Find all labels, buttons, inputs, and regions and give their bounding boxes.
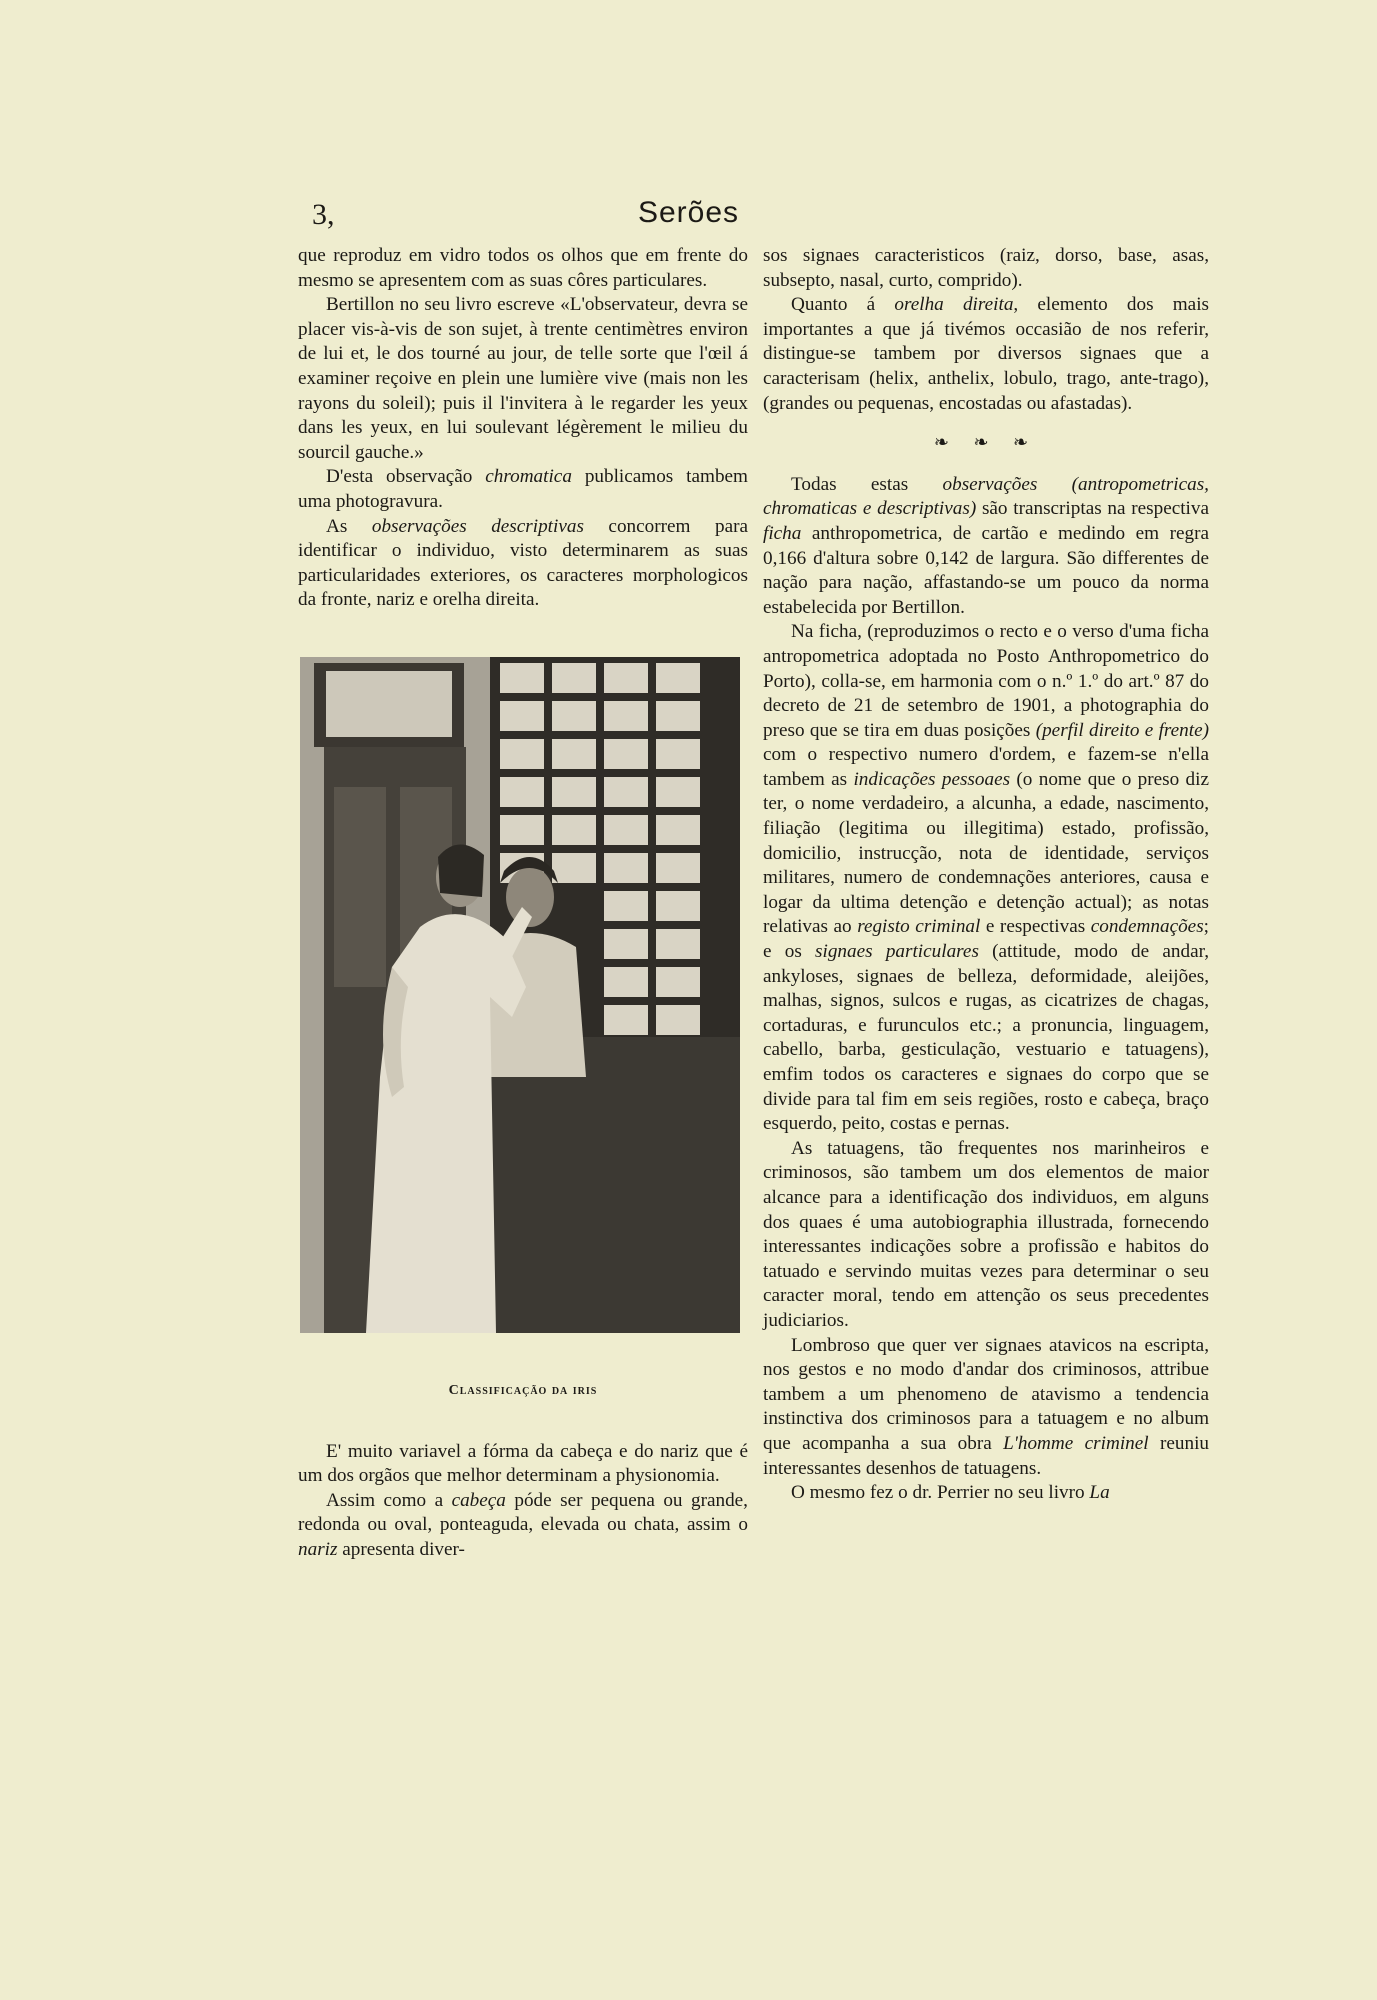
paragraph: As observações descriptivas concorrem para identificar o individuo, visto determinarem as suas particularidades exteriores, os caracteres morphologicos da fronte, nariz e orelha direita. (298, 515, 748, 611)
photograph (300, 657, 740, 1333)
page-number: 3, (312, 198, 335, 231)
paragraph: Lombroso que quer ver signaes atavicos na escripta, nos gestos e no modo d'andar dos criminosos, attribue tambem a um phenomeno de atavismo a tendencia instinctiva dos criminosos para a tatuagem e no album que acompanha a sua obra L'homme criminel reuniu interessantes desenhos de tatuagens. (763, 1334, 1209, 1479)
running-title: Serões (637, 196, 740, 229)
paragraph: sos signaes caracteristicos (raiz, dorso, base, asas, subsepto, nasal, curto, comprido). (763, 245, 1209, 291)
paragraph: Assim como a cabeça póde ser pequena ou grande, redonda ou oval, ponteaguda, elevada ou chata, assim o nariz apresenta diver- (298, 1489, 748, 1560)
paragraph: Quanto á orelha direita, elemento dos mais importantes a que já tivémos occasião de nos referir, distingue-se tambem por diversos signaes que a caracterisam (helix, anthelix, lobulo, trago, ante-trago), (grandes ou pequenas, encostadas ou afastadas). (763, 294, 1209, 414)
figure-caption: Classificação da iris (448, 1382, 598, 1398)
paragraph: E' muito variavel a fórma da cabeça e do nariz que é um dos orgãos que melhor determinam a physionomia. (298, 1440, 748, 1487)
paragraph: As tatuagens, tão frequentes nos marinheiros e criminosos, são tambem um dos elementos de maior alcance para a identificação dos individuos, em alguns dos quaes é uma autobiographia illustrada, fornecendo interessantes indicações sobre a profissão e habitos do tatuado e servindo muitas vezes para determinar o seu caracter moral, tendo em attenção os seus precedentes judiciarios. (763, 1137, 1209, 1331)
paragraph: Bertillon no seu livro escreve «L'observateur, devra se placer vis-à-vis de son sujet, à trente centimètres environ de lui et, le dos tourné au jour, de telle sorte que l'œil á examiner reçoive en plein une lumière vive (mais non les rayons du soleil); puis il l'invitera à le regarder les yeux dans les yeux, en lui soulevant légèrement le milieu du sourcil gauche.» (298, 294, 748, 463)
paragraph: O mesmo fez o dr. Perrier no seu livro La (791, 1482, 1110, 1504)
paragraph: D'esta observação chromatica publicamos tambem uma photogravura. (298, 466, 748, 512)
right-column (763, 244, 1209, 1506)
left-column (298, 244, 748, 1562)
photograph-drawing (300, 657, 740, 1333)
paragraph: Todas estas observações (antropometricas, chromaticas e descriptivas) são transcriptas na respectiva ficha anthropometrica, de cartão e medindo em regra 0,166 d'altura sobre 0,142 de largura. São differentes de nação para nação, affastando-se um pouco da norma estabelecida por Bertillon. (763, 473, 1209, 618)
paragraph: Na ficha, (reproduzimos o recto e o verso d'uma ficha antropometrica adoptada no Posto Anthropometrico do Porto), colla-se, em harmonia com o n.º 1.º do art.º 87 do decreto de 21 de setembro de 1901, a photographia do preso que se tira em duas posições (perfil direito e frente) com o respectivo numero d'ordem, e fazem-se n'ella tambem as indicações pessoaes (o nome que o preso diz ter, o nome verdadeiro, a alcunha, a edade, nascimento, filiação (legitima ou illegitima) estado, profissão, domicilio, instrucção, nota de identidade, serviços militares, numero de condemnações anteriores, causa e logar da ultima detenção e detenção actual); as notas relativas ao registo criminal e respectivas condemnações; e os signaes particulares (attitude, modo de andar, ankyloses, signaes de belleza, deformidade, aleijões, malhas, signos, sulcos e rugas, as cicatrizes de chagas, cortaduras, e furunculos etc.; a pronuncia, linguagem, cabello, barba, gesticulação, vestuario e tatuagens), emfim todos os caracteres e signaes do corpo que se divide para tal fim em seis regiões, rosto e cabeça, braço esquerdo, peito, costas e pernas. (763, 621, 1210, 1135)
section-ornament: ❧ ❧ ❧ (933, 432, 1039, 453)
paragraph: que reproduz em vidro todos os olhos que em frente do mesmo se apresentem com as suas côres particulares. (298, 245, 748, 291)
